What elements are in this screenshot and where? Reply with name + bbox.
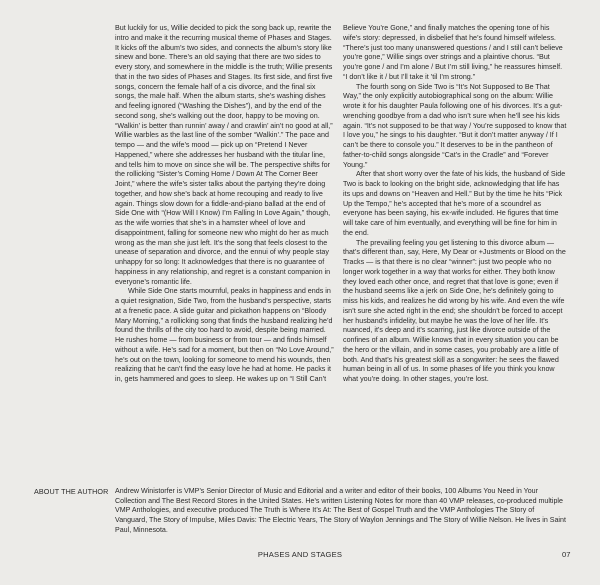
body-paragraph: The fourth song on Side Two is “It’s Not Supposed to Be That Way,” the only explicitly autobiographical song on the album: Willie wrote it for his daughter Paula following one of his divorces. It’s a gut-wrenching goodbye from a dad who isn’t sure when he’ll see his kids again. “It’s not supposed to be that way / You’re supposed to know that I love you,” he sings to his daughter. “But it don’t matter anyway / If I can’t be there to console you.” It deserves to be in the pantheon of father-to-child songs alongside “Cat’s in the Cradle” and “Forever Young.”: [343, 82, 567, 169]
body-paragraph: After that short worry over the fate of his kids, the husband of Side Two is back to looking on the bright side, acknowledging that life has its ups and downs on “Heaven and Hell.” But by the time he hits “Pick Up the Tempo,” he’s accepted that he’s more of a scoundrel as everyone has been saying, his ex-wife included. He figures that time will take care of him eventually, and everything will be fine for him in the end.: [343, 170, 566, 237]
body-paragraph: But luckily for us, Willie decided to pick the song back up, rewrite the intro and make it the recurring musical theme of Phases and Stages. It kicks off the album’s two sides, and connects the album’s story like sinew and bone. There’s an old saying that there are two sides to every story, and somewhere in the middle is the truth; Willie presents that in the two sides of Phases and Stages. Its first side, and first five songs, concern the female half of a cis divorce, and the final six songs, the male half. When the album starts, she’s washing dishes and feeling ignored (“Washing the Dishes”), and by the end of the second song, she’s walking out the door, happy to be moving on. “Walkin’ is better than runnin’ away / and crawlin’ ain’t no good at all,” Willie warbles as the last line of the somber “Walkin’.” The pace and tempo — and the wife’s mood — pick up on “Pretend I Never Happened,” where she addresses her husband with the titular line, and tells him to move on since she will be. The perspective shifts for the rollicking “Sister’s Coming Home / Down At The Corner Beer Joint,” where the wife’s sister talks about the partying they’re doing together, and how she’s back at home recouping and ready to live again. Things slow down for a fiddle-and-piano ballad at the end of Side One with “(How Will I Know) I’m Falling In Love Again,” though, as the wife worries that she’s in a hamster wheel of love and disappointment, falling for someone new who might do her as much wrong as the man she just left. It’s the song that feels closest to the unease of separation and divorce, and the ennui of why people stay unhappy for so long: It acknowledges that there is no guarantee of happiness in any relationship, and regret is a constant companion in everyone’s romantic life.: [115, 24, 333, 286]
running-footer-title: PHASES AND STAGES: [257, 550, 343, 559]
body-paragraph: While Side One starts mournful, peaks in happiness and ends in a quiet resignation, Side Two, from the husband’s perspective, starts at a frenetic pace. A slide guitar and pickathon happens on “Bloody Mary Morning,” a rollicking song that finds the husband realizing he’d found the thrills of the city too hard to avoid, despite being married. He rushes home — from business or from tour — and finds himself without a wife. He’s sad for a moment, but then on “No Love Around,” he’s out on the town, looking for someone to mend his wounds, then realizing that he can’t find the easy love he had at home. He packs it in, gets hammered and goes to sleep. He wakes up on “I Still Can’t: [115, 287, 334, 383]
left-column: [115, 24, 336, 385]
author-bio: Andrew Winistorfer is VMP’s Senior Director of Music and Editorial and a writer and editor of their books, 100 Albums You Need in Your Collection and The Best Record Stores in the United States. He’s written Listening Notes for more than 40 VMP releases, co-produced multiple VMP Anthologies, and executive produced The Truth is Where It’s At: The Best of Gospel Truth and the VMP Anthologies The Story of Vanguard, The Story of Impulse, Miles Davis: The Electric Years, The Story of Waylon Jennings and The Story of Willie Nelson. He lives in Saint Paul, Minnesota.: [115, 487, 566, 534]
body-paragraph: Believe You’re Gone,” and finally matches the opening tone of his wife’s story: depressed, in disbelief that he’s found himself wifeless. “There’s just too many unanswered questions / and I still can’t believe you’re gone,” Willie sings over strings and a plaintive chorus. “But you’re gone / and I’m alone / But I’m still living,” he reassures himself. “I don’t like it / but I’ll take it ’til I’m strong.”: [343, 24, 563, 81]
body-paragraph: The prevailing feeling you get listening to this divorce album — that’s different than, say, Here, My Dear or +Justments or Blood on the Tracks — is that there is no clear “winner”: just two people who no longer work together in a way that works for either. They both know they loved each other once, and regret that that love is gone; even if the husband seems like a jerk on Side One, he’s definitely going to miss his kids, and realizes he did wrong by his wife. And even the wife isn’t sure she acted right in the end; she shouldn’t be forced to accept her husband’s infidelity, but maybe he was the love of her life. It’s nuanced, it’s deep and it’s scarring, just like divorce outside of the confines of an album. Willie knows that in every situation you can be the hero or the villain, and in some cases, you probably are a little of both. And that’s his greatest skill as a songwriter: he sees the flawed human being in all of us. In some phases of life you think you know what you’re doing. In other stages, you’re lost.: [343, 238, 566, 383]
about-author-heading: ABOUT THE AUTHOR: [34, 487, 109, 496]
right-column: [343, 24, 567, 385]
page-number: 07: [562, 550, 571, 559]
